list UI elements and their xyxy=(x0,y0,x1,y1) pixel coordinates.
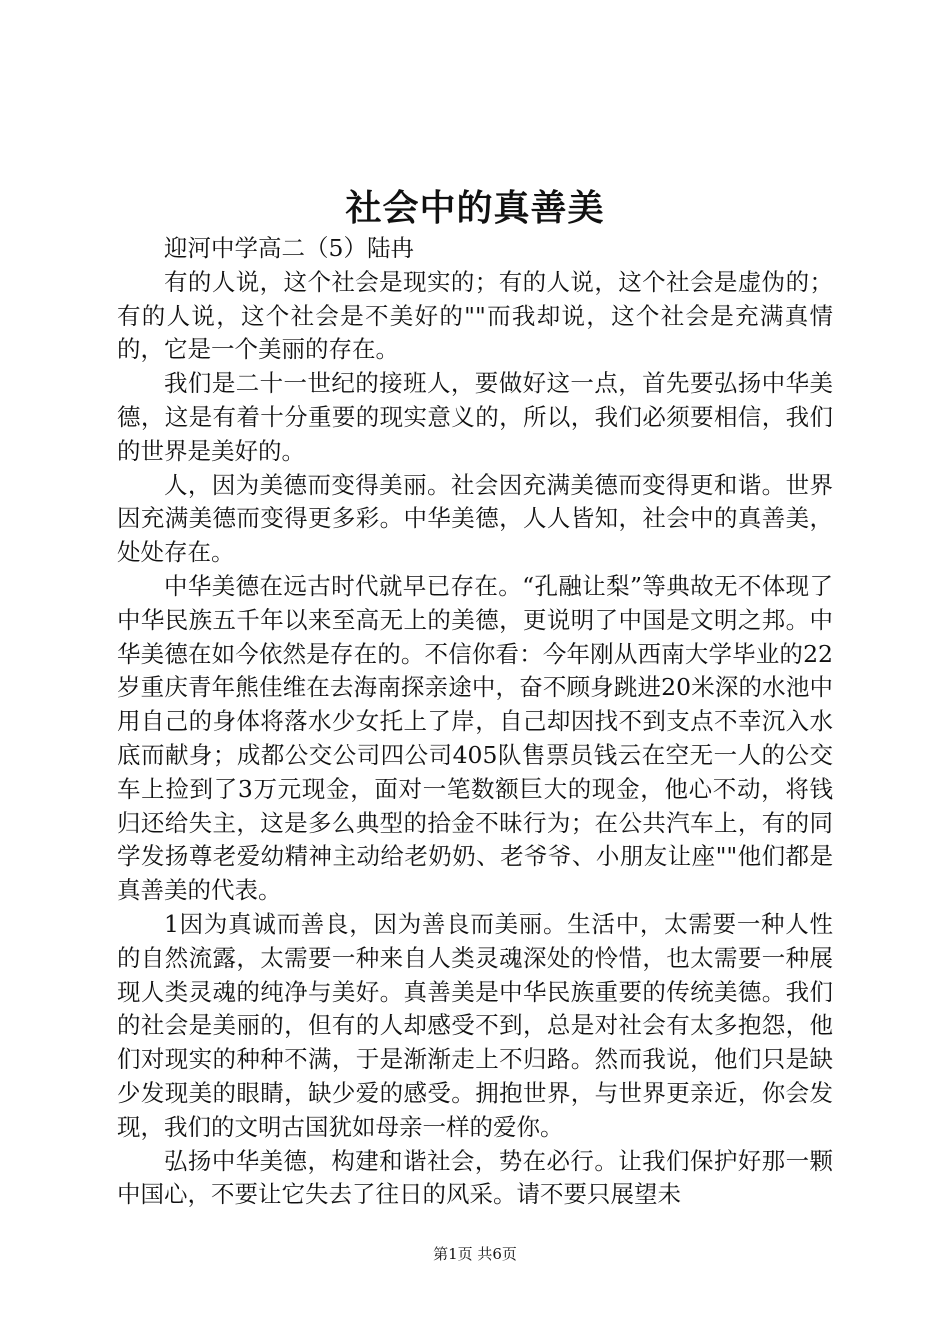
paragraph: 中华美德在远古时代就早已存在。“孔融让梨”等典故无不体现了中华民族五千年以来至高无上的美德，更说明了中国是文明之邦。中华美德在如今依然是存在的。不信你看：今年刚从西南大学毕业的22岁重庆青年熊佳维在去海南探亲途中，奋不顾身跳进20米深的水池中用自己的身体将落水少女托上了岸，自己却因找不到支点不幸沉入水底而献身；成都公交公司四公司405队售票员钱云在空无一人的公交车上捡到了3万元现金，面对一笔数额巨大的现金，他心不动，将钱归还给失主，这是多么典型的拾金不昧行为；在公共汽车上，有的同学发扬尊老爱幼精神主动给老奶奶、老爷爷、小朋友让座""他们都是真善美的代表。 xyxy=(117,571,833,905)
paragraph: 有的人说，这个社会是现实的；有的人说，这个社会是虚伪的；有的人说，这个社会是不美好的""而我却说，这个社会是充满真情的，它是一个美丽的存在。 xyxy=(117,267,833,364)
author-line: 迎河中学高二（5）陆冉 xyxy=(164,234,414,262)
document-body xyxy=(117,232,833,1212)
paragraph: 人，因为美德而变得美丽。社会因充满美德而变得更和谐。世界因充满美德而变得更多彩。中华美德，人人皆知，社会中的真善美，处处存在。 xyxy=(117,470,833,567)
document-title: 社会中的真善美 xyxy=(345,187,605,229)
paragraph: 弘扬中华美德，构建和谐社会，势在必行。让我们保护好那一颗中国心，不要让它失去了往日的风采。请不要只展望未 xyxy=(117,1146,833,1209)
paragraph: 我们是二十一世纪的接班人，要做好这一点，首先要弘扬中华美德，这是有着十分重要的现实意义的，所以，我们必须要相信，我们的世界是美好的。 xyxy=(117,369,833,465)
page-number-footer: 第1页 共6页 xyxy=(433,1245,517,1263)
paragraph: 1因为真诚而善良，因为善良而美丽。生活中，太需要一种人性的自然流露，太需要一种来自人类灵魂深处的怜惜，也太需要一种展现人类灵魂的纯净与美好。真善美是中华民族重要的传统美德。我们的社会是美丽的，但有的人却感受不到，总是对社会有太多抱怨，他们对现实的种种不满，于是渐渐走上不归路。然而我说，他们只是缺少发现美的眼睛，缺少爱的感受。拥抱世界，与世界更亲近，你会发现，我们的文明古国犹如母亲一样的爱你。 xyxy=(117,909,833,1141)
